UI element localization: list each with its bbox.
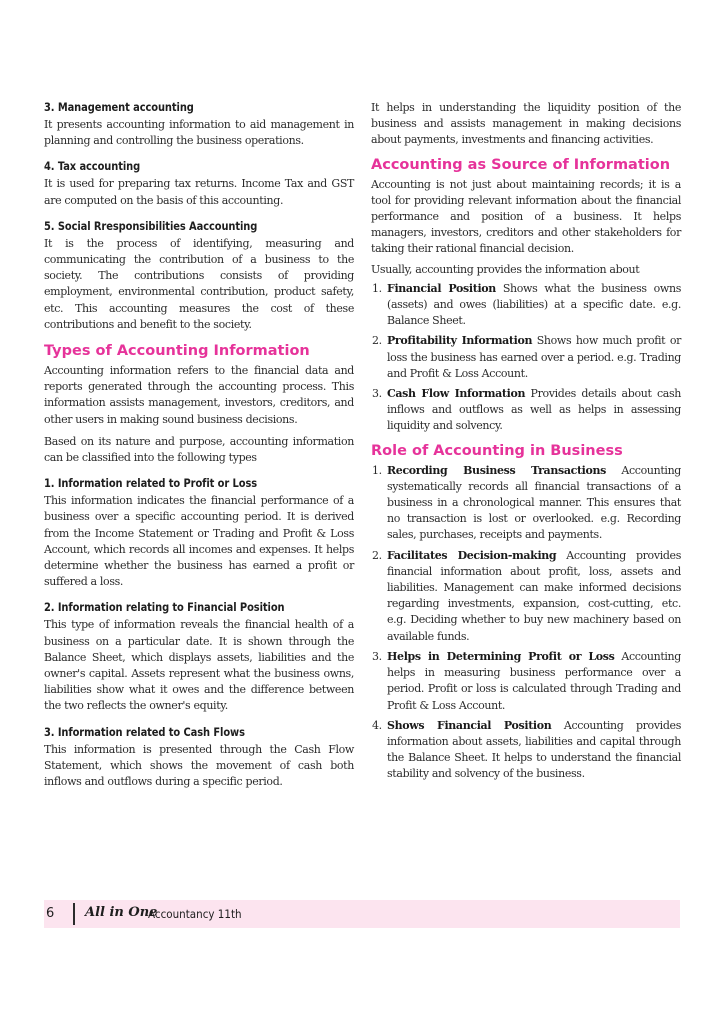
source-list <box>371 281 681 435</box>
list-item: 4. Shows Financial Position Accounting provides information about assets, liabilities and capital through the Balance Sheet. It helps to understand the financial stability and solvency of the business. <box>372 718 681 781</box>
tax-accounting-text: It is used for preparing tax returns. Income Tax and GST are computed on the basis of this accounting. <box>44 177 354 207</box>
list-item: 1. Recording Business Transactions Accounting systematically records all financial transactions of a business in a chronological manner. This ensures that no transaction is lost or overlooked. e.g. Recording sales, purchases, receipts and payments. <box>372 463 681 542</box>
role-section-title: Role of Accounting in Business <box>371 442 623 459</box>
role-list <box>371 463 681 783</box>
cash-flow-info-text: This information is presented through the Cash Flow Statement, which shows the movement of cash both inflows and outflows during a specific period. <box>44 742 354 789</box>
tax-accounting-heading: 4. Tax accounting <box>44 159 141 174</box>
profit-loss-info-text: This information indicates the financial performance of a business over a specific accounting period. It is derived from the Income Statement or Trading and Profit & Loss Account, which records all incomes and expenses. It helps determine whether the business has earned a profit or suffered a loss. <box>44 494 354 589</box>
list-item: 2. Facilitates Decision-making Accounting provides financial information about profit, loss, assets and liabilities. Management can make informed decisions regarding investments, expansion, cost-cutting, etc. e.g. Deciding whether to buy new machinery based on available funds. <box>372 548 682 643</box>
cash-flow-info-heading: 3. Information related to Cash Flows <box>44 724 245 739</box>
page-footer <box>44 900 680 928</box>
source-intro-paragraph: Accounting is not just about maintaining records; it is a tool for providing relevant information about the financial performance and position of a business. It helps managers, investors, creditors and other stakeholders for taking their rational financial decision. <box>371 177 681 256</box>
types-section-title: Types of Accounting Information <box>44 343 310 360</box>
right-column <box>371 100 681 787</box>
page-number: 6 <box>46 906 55 921</box>
profit-loss-info-heading: 1. Information related to Profit or Loss <box>44 476 258 491</box>
management-accounting-heading: 3. Management accounting <box>44 100 194 114</box>
financial-position-info-heading: 2. Information relating to Financial Position <box>44 600 285 615</box>
types-classification-paragraph: Based on its nature and purpose, accounting information can be classified into the following types <box>44 434 354 465</box>
continued-paragraph: It helps in understanding the liquidity position of the business and assists management in making decisions about payments, investments and financing activities. <box>371 101 681 147</box>
list-item: 3. Helps in Determining Profit or Loss Accounting helps in measuring business performance over a period. Profit or loss is calculated through Trading and Profit & Loss Account. <box>372 649 681 712</box>
allinone-logo: All in One <box>85 905 158 920</box>
social-accounting-heading: 5. Social Rresponsibilities Aaccounting <box>44 218 258 233</box>
social-accounting-text: It is the process of identifying, measuring and communicating the contribution of a business to the society. The contributions consists of providing employment, environmental contribution, product safety, etc. This accounting measures the cost of these contributions and benefit to the society. <box>44 236 354 331</box>
list-item: 2. Profitability Information Shows how much profit or loss the business has earned over a period. e.g. Trading and Profit & Loss Account. <box>372 334 682 380</box>
source-section-title: Accounting as Source of Information <box>371 156 671 173</box>
footer-divider <box>73 903 75 925</box>
types-intro-paragraph: Accounting information refers to the financial data and reports generated through the accounting process. This information assists management, investors, creditors, and other users in making sound business decisions. <box>44 364 354 426</box>
management-accounting-text: It presents accounting information to aid management in planning and controlling the business operations. <box>44 118 354 148</box>
list-item: 3. Cash Flow Information Provides details about cash inflows and outflows as well as helps in assessing liquidity and solvency. <box>372 387 681 433</box>
left-column <box>44 100 354 790</box>
list-item: 1. Financial Position Shows what the business owns (assets) and owes (liabilities) at a specific date. e.g. Balance Sheet. <box>372 281 681 328</box>
book-title: Accountancy 11th <box>148 907 242 921</box>
source-lead-paragraph: Usually, accounting provides the information about <box>371 262 640 276</box>
financial-position-info-text: This type of information reveals the financial health of a business on a particular date. It is shown through the Balance Sheet, which displays assets, liabilities and the owner's capital. Assets represent what the business owns, liabilities show what it owes and the difference between the two reflects the owner's equity. <box>44 618 354 713</box>
